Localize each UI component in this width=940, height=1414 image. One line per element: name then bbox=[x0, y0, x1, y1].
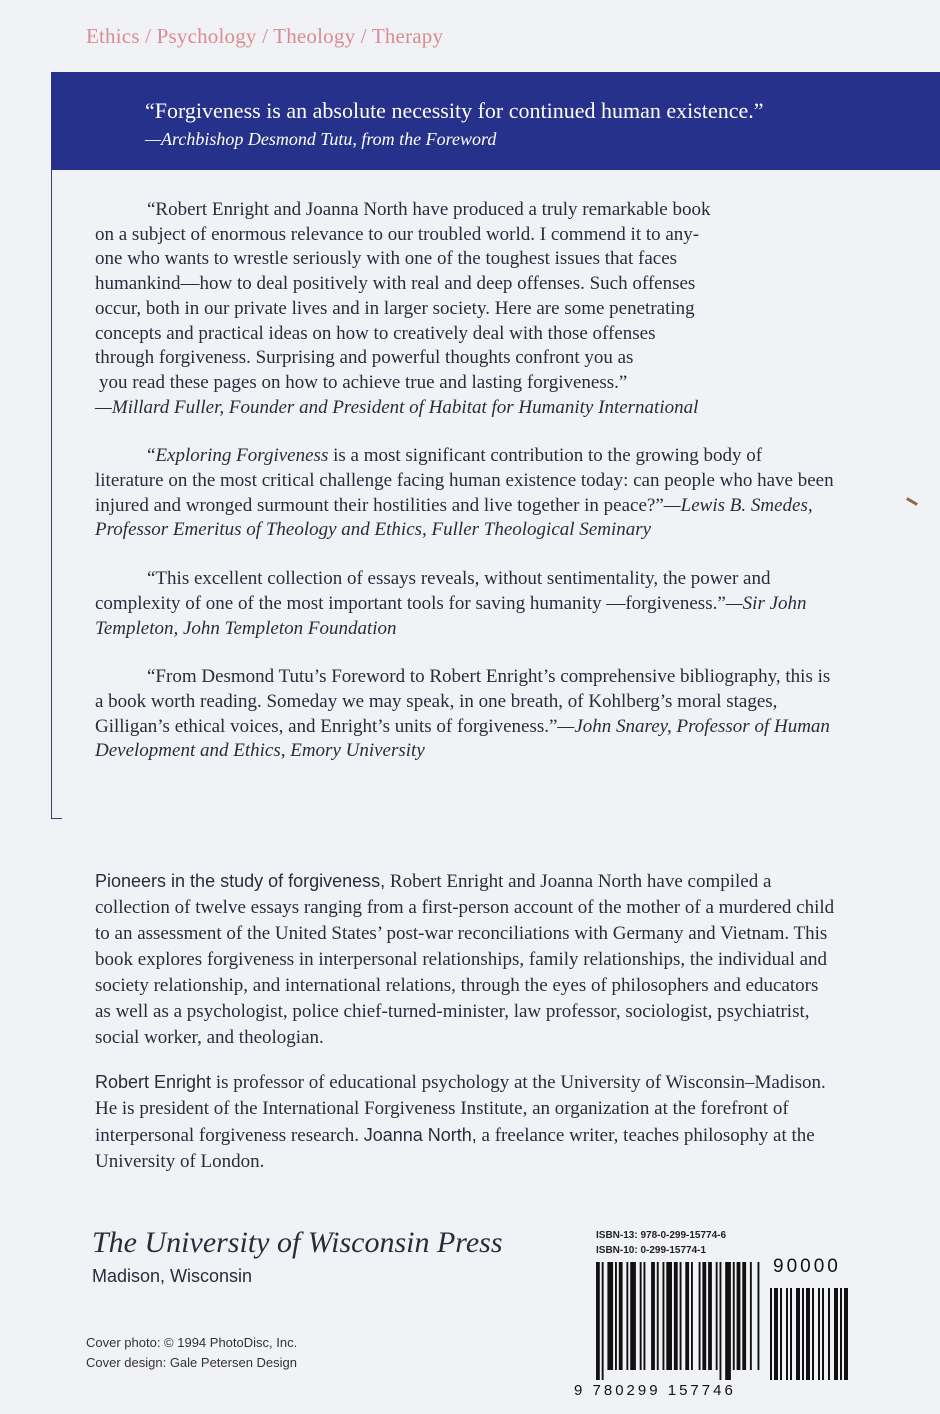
review-text: is a most significant contribution to the growing body of literature on the most critical challenge facing human existence today: can people who have been injured and wronged surmount their hostilities and live together in peace?” bbox=[95, 445, 834, 516]
open-quote: “ bbox=[147, 445, 156, 467]
review-attribution: —Lewis B. Smedes, Professor Emeritus of Theology and Ethics, Fuller Theological Seminary bbox=[95, 494, 813, 541]
author-bio: is professor of educational psychology at the University of Wisconsin–Madison. He is president of the International Forgiveness Institute, an organization at the forefront of interpersonal forgiveness research. bbox=[95, 1072, 826, 1146]
review-line: through forgiveness. Surprising and powerful thoughts confront you as bbox=[95, 347, 634, 369]
review-fuller bbox=[95, 198, 835, 420]
review-line: one who wants to wrestle seriously with one of the toughest issues that faces bbox=[95, 248, 678, 270]
category-line: Ethics / Psychology / Theology / Therapy bbox=[86, 24, 444, 48]
book-title: Exploring Forgiveness bbox=[155, 445, 329, 467]
tutu-quote: “Forgiveness is an absolute necessity for continued human existence.” bbox=[145, 98, 764, 123]
review-line: humankind—how to deal positively with real and deep offenses. Such offenses bbox=[95, 273, 696, 295]
review-attribution: —John Snarey, Professor of Human Development and Ethics, Emory University bbox=[95, 715, 830, 762]
price-code: 90000 bbox=[773, 1256, 841, 1277]
reviews-section bbox=[95, 198, 835, 788]
photo-credit: Cover photo: © 1994 PhotoDisc, Inc. bbox=[86, 1335, 298, 1350]
publisher-name: The University of Wisconsin Press bbox=[92, 1226, 503, 1259]
isbn-13: ISBN-13: 978-0-299-15774-6 bbox=[596, 1230, 727, 1241]
tutu-attribution: —Archbishop Desmond Tutu, from the Foreword bbox=[145, 129, 497, 149]
review-templeton bbox=[95, 567, 835, 641]
isbn-block bbox=[596, 1228, 726, 1258]
review-text: “This excellent collection of essays reveals, without sentimentality, the power and complexity of one of the most important tools for saving humanity —forgiveness.” bbox=[95, 568, 771, 614]
review-attribution: —Millard Fuller, Founder and President of Habitat for Humanity International bbox=[95, 396, 699, 418]
review-line: “Robert Enright and Joanna North have produced a truly remarkable book bbox=[147, 199, 711, 220]
design-credit: Cover design: Gale Petersen Design bbox=[86, 1355, 298, 1370]
review-smedes bbox=[95, 444, 835, 543]
review-line: concepts and practical ideas on how to creatively deal with those offenses bbox=[95, 322, 656, 344]
barcode-number: 9 780299 157746 bbox=[574, 1382, 736, 1399]
author-bios bbox=[95, 1069, 835, 1175]
barcode bbox=[594, 1262, 852, 1382]
review-snarey bbox=[95, 665, 835, 764]
scuff-mark bbox=[906, 497, 918, 506]
author-name-north: Joanna North, bbox=[363, 1125, 477, 1145]
author-name-enright: Robert Enright bbox=[95, 1072, 212, 1092]
description-body: Robert Enright and Joanna North have compiled a collection of twelve essays ranging from a first-person account of the mother of a murdered child to an assessment of the United States’ post-war reconciliations with Germany and Vietnam. This book explores forgiveness in interpersonal relationships, family relationships, the individual and society relationship, and international relations, through the eyes of philosophers and educators as well as a psychologist, police chief-turned-minister, law professor, sociologist, psychiatrist, social worker, and theologian. bbox=[95, 871, 835, 1048]
review-text: “From Desmond Tutu’s Foreword to Robert Enright’s comprehensive bibliography, this is a book worth reading. Someday we may speak, in one breath, of Kohlberg’s moral stages, Gilligan’s ethical voices, and Enright’s units of forgiveness.” bbox=[95, 666, 831, 737]
review-attribution: —Sir John Templeton, John Templeton Foundation bbox=[95, 592, 807, 639]
author-bio: a freelance writer, teaches philosophy at the University of London. bbox=[95, 1125, 815, 1172]
book-description bbox=[95, 868, 835, 1193]
isbn-10: ISBN-10: 0-299-15774-1 bbox=[596, 1245, 707, 1256]
review-line: occur, both in our private lives and in larger society. Here are some penetrating bbox=[95, 297, 695, 319]
reviews-bracket bbox=[51, 170, 62, 819]
cover-credits bbox=[86, 1333, 297, 1373]
review-line: on a subject of enormous relevance to our troubled world. I commend it to any- bbox=[95, 223, 700, 245]
publisher-location: Madison, Wisconsin bbox=[92, 1266, 253, 1286]
review-line: you read these pages on how to achieve true and lasting forgiveness.” bbox=[99, 371, 628, 393]
description-paragraph bbox=[95, 868, 835, 1051]
description-lead: Pioneers in the study of forgiveness, bbox=[95, 871, 386, 891]
foreword-quote-banner bbox=[51, 72, 940, 170]
